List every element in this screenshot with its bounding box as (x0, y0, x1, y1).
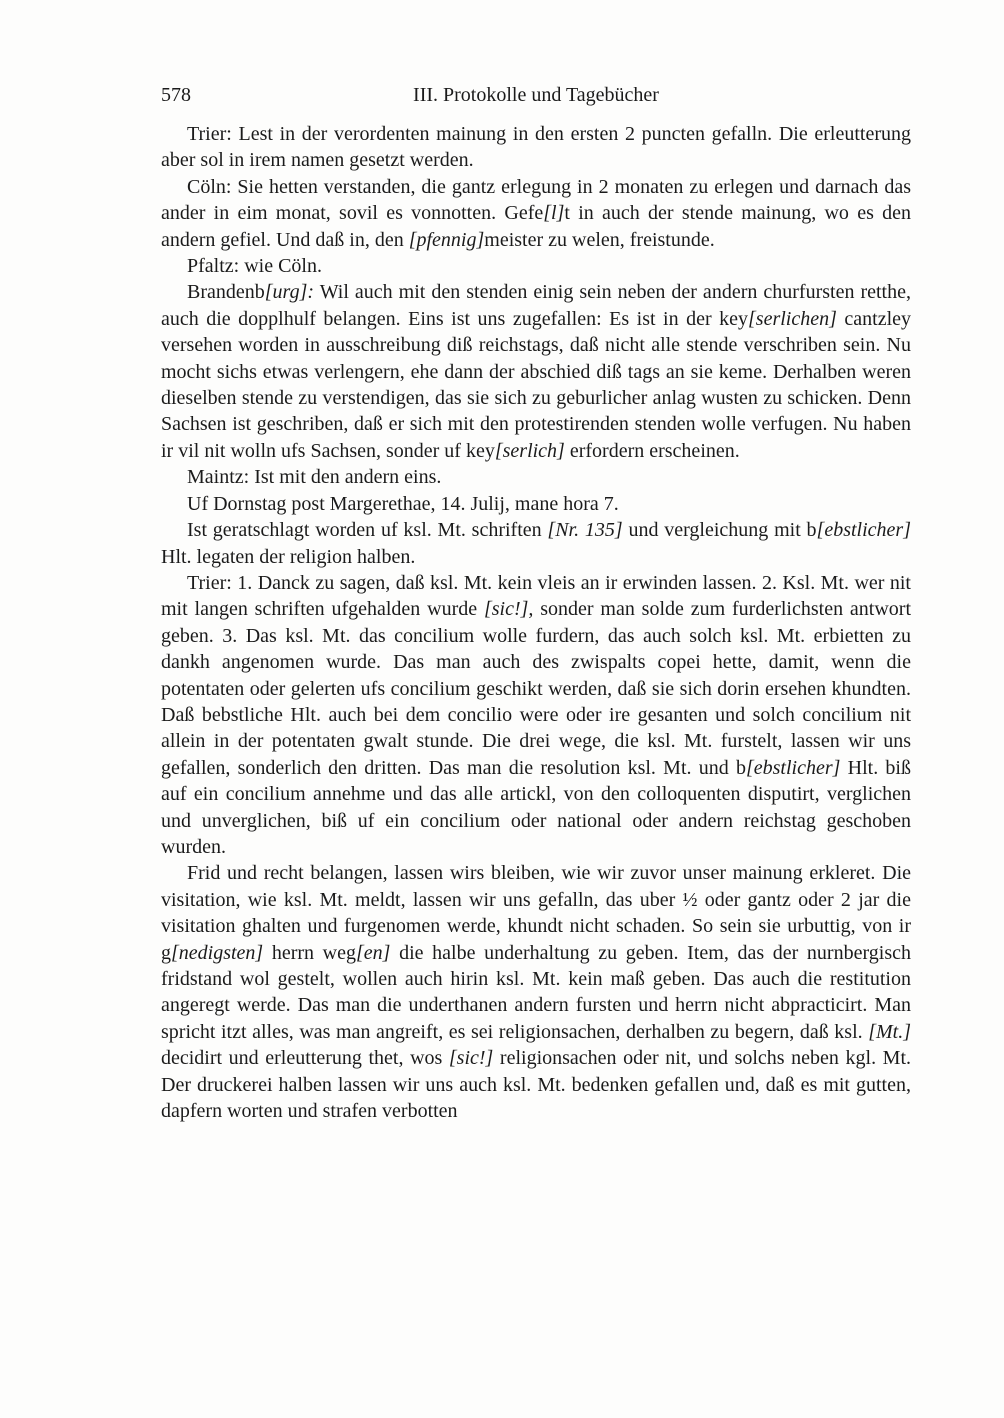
paragraph (161, 517, 911, 570)
page-number: 578 (161, 84, 191, 106)
editorial-insertion: [ebstlicher] (816, 519, 911, 542)
editorial-insertion: [serlichen] (748, 307, 837, 330)
editorial-insertion: [nedigsten] (171, 941, 264, 964)
paragraph (161, 464, 911, 490)
text-run: herrn weg (263, 941, 357, 964)
text-run: Wil auch mit den stenden einig sein neben der andern churfursten retthe, auch die dopplhulf belangen. Eins ist uns zugefallen: Es ist in der key (161, 281, 911, 330)
editorial-insertion: [pfennig] (408, 228, 485, 251)
paragraph (161, 174, 911, 253)
text-run: meister zu welen, freistunde. (484, 228, 715, 251)
paragraph (161, 860, 911, 1124)
paragraph (161, 491, 911, 517)
text-run: Cöln: Sie hetten verstanden, die gantz erlegung in 2 monaten zu erlegen und darnach das ander in eim monat, sovil es vonnotten. Gefe (161, 175, 911, 225)
text-run: erfordern erscheinen. (564, 439, 740, 462)
text-run: und vergleichung mit b (622, 519, 817, 542)
editorial-insertion: [l] (543, 202, 565, 225)
text-run: religionsachen oder nit, und solchs neben kgl. Mt. Der druckerei halben lassen wir uns auch ksl. Mt. bedenken gefallen und, daß es mit gutten, dapfern worten und strafen verbotten (161, 1047, 912, 1123)
text-run: Hlt. biß auf ein concilium annehme und das alle artickl, von den colloquenten disputirt, verglichen und unverglichen, biß uf ein concilium oder national oder andern reichstag geschoben wurden. (161, 756, 911, 858)
paragraph (161, 121, 911, 174)
text-run: t in auch der stende mainung, wo es den andern gefiel. Und daß in, den (161, 202, 912, 251)
editorial-insertion: [Mt.] (868, 1020, 911, 1043)
editorial-insertion: [ebstlicher] (745, 756, 841, 779)
text-run: Frid und recht belangen, lassen wirs bleiben, wie wir zuvor unser mainung erkleret. Die visitation, wie ksl. Mt. meldt, lassen wir uns gefalln, das uber ½ oder gantz oder 2 jar die visitation ghalten und furgenomen werde, khundt nicht schaden. So sein sie urbuttig, von ir g (161, 862, 911, 964)
text-run: Trier: Lest in der verordenten mainung in den ersten 2 puncten gefalln. Die erleutterung aber sol in irem namen gesetzt werden. (161, 123, 911, 172)
editorial-insertion: [sic!], (483, 598, 534, 621)
text-run: Pfaltz: wie Cöln. (187, 255, 322, 278)
paragraph (161, 570, 911, 860)
paragraph (161, 279, 911, 464)
editorial-insertion: [en] (356, 941, 391, 964)
editorial-insertion: [serlich] (494, 439, 565, 462)
paragraph (161, 253, 911, 279)
editorial-insertion: [Nr. 135] (547, 519, 623, 542)
text-block (161, 121, 911, 1124)
editorial-insertion: [urg]: (264, 281, 315, 304)
text-run: decidirt und erleutterung thet, wos (161, 1047, 449, 1070)
text-run: cantzley versehen worden in ausschreibung diß reichstags, daß nicht alle stende verschriben sein. Nu mocht sichs etwas verlengern, ehe dann der abschied diß tags an sie keme. Derhalben weren dieselben stende zu verstendigen, das sie sich zu geburlicher anlag wusten zu schicken. Denn Sachsen ist geschriben, daß er sich mit den protestirenden stenden wolle verfugen. Nu haben ir vil nit wolln ufs Sachsen, sonder uf key (161, 307, 912, 462)
text-run: Trier: 1. Danck zu sagen, daß ksl. Mt. kein vleis an ir erwinden lassen. 2. Ksl. Mt. wer nit mit langen schriften ufgehalden wurde (161, 571, 911, 621)
text-run: die halbe underhaltung zu geben. Item, das der nurnbergisch fridstand wol gestelt, wollen auch hirin ksl. Mt. kein maß geben. Das auch die restitution angeregt werde. Das man die underthanen andern fursten und herrn nicht abpracticirt. Man spricht itzt alles, was man angreift, es sei religionsachen, derhalben zu begern, daß ksl. (161, 941, 911, 1043)
text-run: Maintz: Ist mit den andern eins. (187, 466, 442, 489)
running-header (161, 82, 911, 108)
editorial-insertion: [sic!] (448, 1047, 494, 1070)
running-title: III. Protokolle und Tagebücher (413, 84, 659, 106)
text-run: Hlt. legaten der religion halben. (161, 545, 416, 568)
text-run: sonder man solde zum furderlichsten antwort geben. 3. Das ksl. Mt. das concilium wolle furdern, das auch solch ksl. Mt. erbietten zu dankh angenomen wurde. Das man auch des zwispalts copei hette, damit, wenn die potentaten oder gelerten ufs concilium geschikt werden, daß sie sich dorin ersehen khundten. Daß bebstliche Hlt. auch bei dem concilio were oder ire gesanten und solch concilium nit allein in der potentaten gwalt stunde. Die drei wege, die ksl. Mt. furstelt, lassen wir uns gefallen, sonderlich den dritten. Das man die resolution ksl. Mt. und b (161, 598, 912, 779)
text-run: Uf Dornstag post Margerethae, 14. Julij, mane hora 7. (187, 492, 619, 515)
text-run: Brandenb (187, 281, 265, 304)
text-run: Ist geratschlagt worden uf ksl. Mt. schriften (187, 519, 548, 542)
